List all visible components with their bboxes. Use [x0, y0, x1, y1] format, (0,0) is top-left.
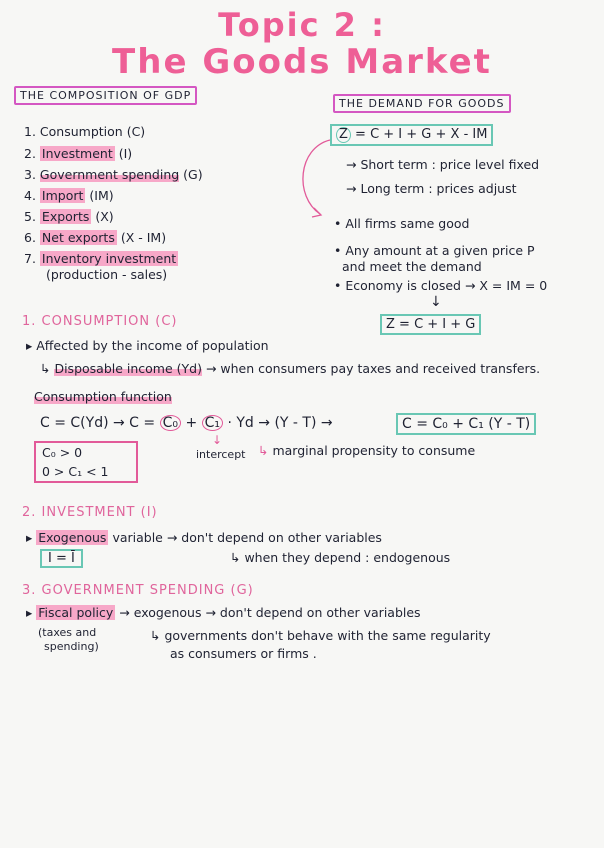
list-item: 3. Government spending (G) — [24, 167, 203, 182]
title-line-2: The Goods Market — [112, 42, 492, 82]
down-arrow: ↓ — [430, 294, 442, 310]
bullet-closed: • Economy is closed → X = IM = 0 — [334, 278, 548, 293]
closed-equation: Z = C + I + G — [380, 314, 481, 335]
fiscal-line: ▸ Fiscal policy → exogenous → don't depend on other variables — [26, 605, 421, 620]
list-item: 7. Inventory investment — [24, 251, 177, 266]
intercept-label: intercept — [196, 448, 246, 461]
list-item: 4. Import (IM) — [24, 188, 114, 203]
consumption-function-label: Consumption function — [34, 389, 172, 404]
condition-c1: 0 > C₁ < 1 — [42, 464, 109, 479]
endogenous-line: ↳ when they depend : endogenous — [230, 550, 451, 565]
affected-line: ▸ Affected by the income of population — [26, 338, 269, 353]
taxes-note-1: (taxes and — [38, 626, 97, 639]
composition-heading: THE COMPOSITION OF GDP — [14, 86, 197, 105]
taxes-note-2: spending) — [44, 640, 99, 653]
consumption-equation: C = C(Yd) → C = C₀ + C₁ · Yd → (Y - T) → — [40, 415, 333, 431]
governments-line-1: ↳ governments don't behave with the same regularity — [150, 628, 491, 643]
consumption-final-equation: C = C₀ + C₁ (Y - T) — [396, 413, 536, 435]
investment-equation: I = Ī — [40, 549, 83, 568]
composition-list — [24, 124, 203, 282]
bullet-any-amount: • Any amount at a given price P — [334, 243, 535, 258]
mpc-label: ↳ marginal propensity to consume — [258, 443, 476, 458]
c1-circle: C₁ — [202, 415, 223, 431]
list-item: 5. Exports (X) — [24, 209, 114, 224]
disposable-line: ↳ Disposable income (Yd) → when consumers pay taxes and received transfers. — [40, 361, 541, 376]
consumption-heading: 1. CONSUMPTION (C) — [22, 314, 178, 329]
short-term: → Short term : price level fixed — [346, 157, 540, 172]
government-heading: 3. GOVERNMENT SPENDING (G) — [22, 583, 254, 598]
list-item: 6. Net exports (X - IM) — [24, 230, 167, 245]
long-term: → Long term : prices adjust — [346, 181, 517, 196]
bullet-same-good: • All firms same good — [334, 216, 470, 231]
intercept-arrow: ↓ — [212, 433, 223, 447]
exogenous-line: ▸ Exogenous variable → don't depend on other variables — [26, 530, 382, 545]
bullet-meet-demand: and meet the demand — [342, 259, 482, 274]
list-item: 1. Consumption (C) — [24, 124, 146, 139]
title-line-1: Topic 2 : — [218, 6, 386, 44]
z-circle: Z — [336, 127, 351, 143]
condition-c0: C₀ > 0 — [42, 445, 83, 460]
governments-line-2: as consumers or firms . — [170, 646, 317, 661]
c0-circle: C₀ — [160, 415, 181, 431]
conditions-box — [34, 441, 138, 483]
demand-equation: Z = C + I + G + X - IM — [330, 124, 493, 146]
list-item: 2. Investment (I) — [24, 146, 133, 161]
inventory-note: (production - sales) — [46, 267, 168, 282]
demand-heading: THE DEMAND FOR GOODS — [333, 94, 511, 113]
investment-heading: 2. INVESTMENT (I) — [22, 505, 158, 520]
curved-arrow — [290, 136, 334, 220]
